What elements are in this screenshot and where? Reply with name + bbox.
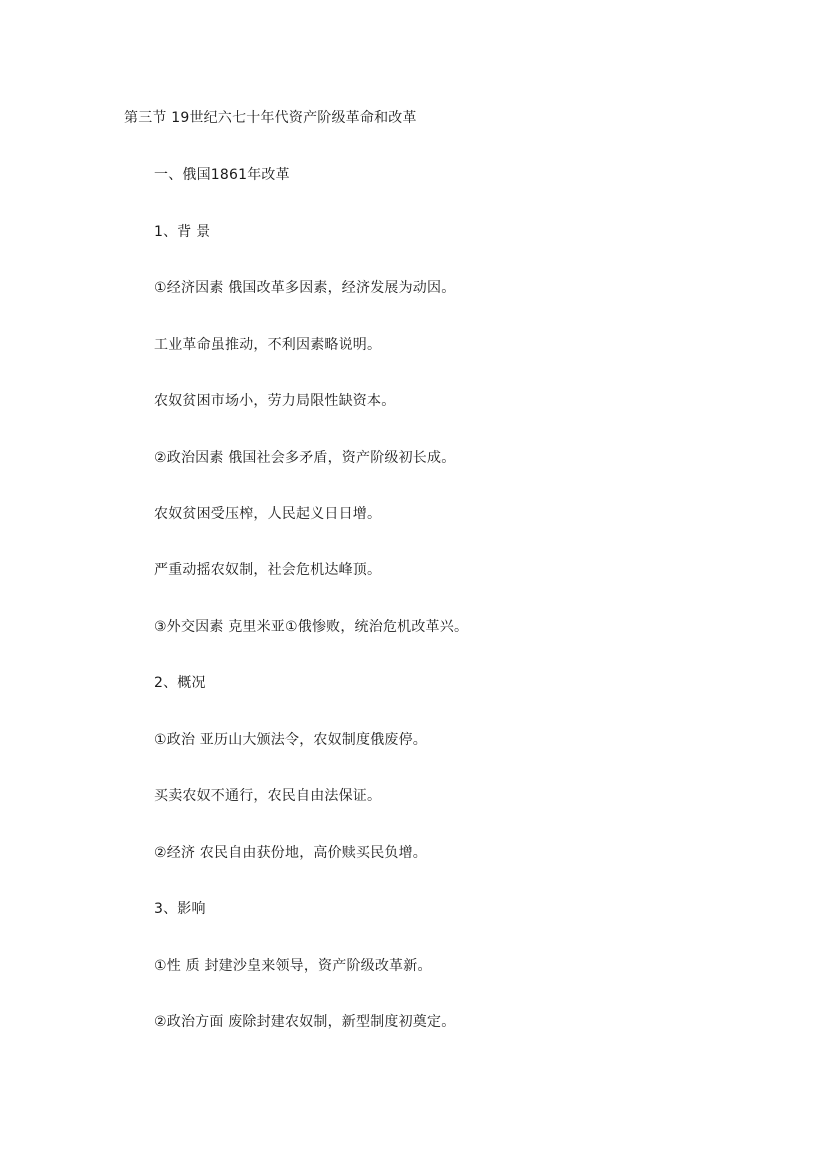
paragraph-political-decree: ①政治 亚历山大颁法令，农奴制度俄废停。: [154, 732, 427, 748]
paragraph-industrial-revolution: 工业革命虽推动，不利因素略说明。: [154, 337, 382, 353]
paragraph-serf-oppression: 农奴贫困受压榨，人民起义日日增。: [154, 506, 382, 522]
paragraph-serf-poverty-market: 农奴贫困市场小，劳力局限性缺资本。: [154, 393, 396, 409]
paragraph-diplomatic-factor: ③外交因素 克里米亚①俄惨败，统治危机改革兴。: [154, 619, 469, 635]
paragraph-serf-trade-ban: 买卖农奴不通行，农民自由法保证。: [154, 788, 382, 804]
paragraph-political-factor: ②政治因素 俄国社会多矛盾，资产阶级初长成。: [154, 450, 456, 466]
paragraph-political-aspect: ②政治方面 废除封建农奴制，新型制度初奠定。: [154, 1014, 456, 1030]
subheading-overview: 2、概况: [154, 675, 206, 691]
heading-russia-1861-reform: 一、俄国1861年改革: [154, 167, 290, 183]
section-title: 第三节 19世纪六七十年代资产阶级革命和改革: [124, 110, 417, 126]
paragraph-nature: ①性 质 封建沙皇来领导，资产阶级改革新。: [154, 958, 432, 974]
paragraph-economic-land: ②经济 农民自由获份地，高价赎买民负增。: [154, 845, 427, 861]
subheading-impact: 3、影响: [154, 901, 206, 917]
subheading-background: 1、背 景: [154, 224, 211, 240]
paragraph-economic-factor: ①经济因素 俄国改革多因素，经济发展为动因。: [154, 280, 456, 296]
paragraph-social-crisis: 严重动摇农奴制，社会危机达峰顶。: [154, 562, 382, 578]
